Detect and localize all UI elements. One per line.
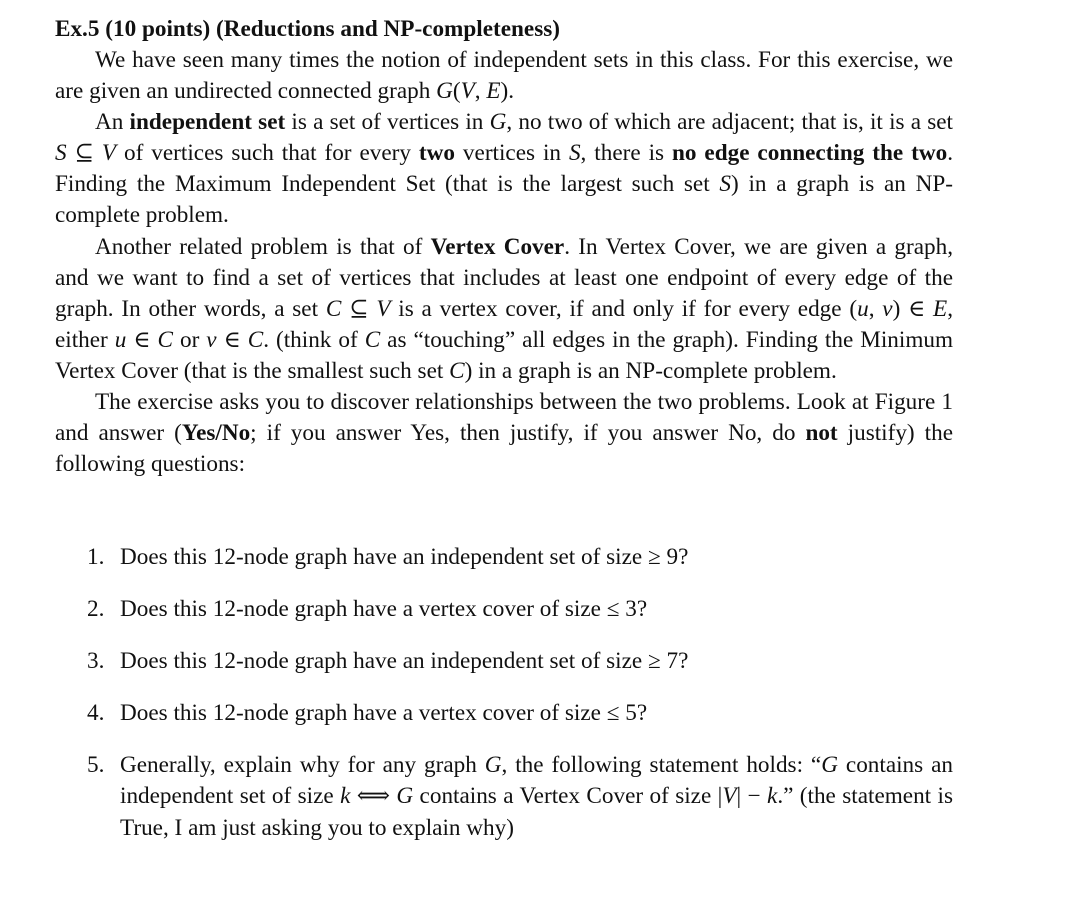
question-text: Does this 12-node graph have an independent set of size ≥ 9? (120, 544, 689, 570)
text-run: ∈ (216, 326, 248, 353)
text-run: .” (the statement is True, I am just asking you to explain why) (120, 783, 953, 841)
math-var: V (460, 78, 475, 105)
question-item (87, 594, 953, 625)
question-text (120, 752, 953, 840)
question-text: Does this 12-node graph have a vertex cover of size ≤ 3? (120, 596, 648, 623)
math-var: G (484, 752, 502, 779)
paragraph-instructions (55, 387, 953, 480)
math-var: C (449, 357, 465, 384)
math-var: V (722, 783, 737, 810)
text-run: | − (736, 783, 768, 810)
bold-term: Yes/No (181, 420, 251, 447)
text-run: ⊆ (341, 295, 377, 322)
math-var: C (157, 326, 173, 353)
text-run: or (173, 326, 207, 353)
question-number: 5. (87, 752, 105, 779)
math-var: S (719, 171, 731, 198)
math-var: G (489, 109, 507, 136)
text-run: . (think of (263, 326, 365, 353)
paragraph-vertex-cover (55, 232, 953, 387)
text-run: An (95, 109, 130, 136)
math-var: E (486, 78, 501, 105)
math-var: k (767, 783, 778, 810)
text-run: ) ∈ (892, 295, 934, 322)
exercise-heading: Ex.5 (10 points) (Reductions and NP-completeness) (55, 16, 560, 42)
text-run: vertices in (454, 140, 569, 167)
math-var: C (325, 295, 342, 322)
math-var: u (857, 295, 869, 322)
exercise-document (55, 14, 954, 841)
math-var: G (436, 78, 453, 105)
bold-term: independent set (129, 109, 286, 136)
text-run: , (474, 78, 487, 105)
math-var: E (933, 295, 948, 322)
text-run: as “touching” all edges in the graph). Finding the Minimum Vertex Cover (that is the smallest such set (55, 326, 954, 384)
text-run: of vertices such that for every (116, 140, 419, 167)
question-number: 3. (87, 648, 105, 675)
math-var: V (376, 295, 391, 322)
question-list (87, 542, 953, 865)
bold-term: Vertex Cover (430, 233, 565, 260)
math-var: S (568, 140, 581, 167)
math-var: C (247, 326, 264, 353)
math-var: V (101, 140, 117, 167)
text-run: ⊆ (66, 140, 102, 167)
bold-term: no edge connecting the two (671, 140, 948, 167)
text-run: ∈ (126, 326, 158, 353)
question-number: 2. (87, 596, 105, 623)
math-var: v (882, 295, 893, 322)
paragraph-intro (55, 45, 953, 107)
text-run: is a vertex cover, if and only if for every edge ( (390, 295, 858, 322)
text-run: , there is (580, 140, 672, 167)
text-run: contains an independent set of size (120, 752, 953, 810)
text-run: The exercise asks you to discover relationships between the two problems. Look at Figure 1 and answer ( (55, 389, 953, 447)
text-run: ( (452, 78, 461, 105)
text-run: We have seen many times the notion of independent sets in this class. For this exercise, we are given an undirected connected graph (55, 47, 953, 105)
paragraph-independent-set (55, 107, 953, 231)
bold-term: two (418, 140, 455, 167)
question-item (87, 750, 953, 843)
text-run: , no two of which are adjacent; that is, it is a set (506, 109, 953, 136)
text-run: ) in a graph is an NP-complete problem. (464, 357, 837, 384)
question-item (87, 646, 953, 677)
math-var: v (206, 326, 217, 353)
math-var: G (821, 752, 838, 779)
math-var: C (364, 326, 381, 353)
text-run: Generally, explain why for any graph (120, 752, 485, 779)
math-var: u (114, 326, 127, 353)
text-run: ; if you answer Yes, then justify, if you answer No, do (250, 420, 806, 447)
math-var: S (55, 140, 67, 167)
question-text: Does this 12-node graph have a vertex cover of size ≤ 5? (120, 700, 648, 727)
text-run: . Finding the Maximum Independent Set (that is the largest such set (55, 140, 954, 198)
text-run: justify) the following questions: (55, 420, 953, 478)
question-text: Does this 12-node graph have an independent set of size ≥ 7? (120, 648, 689, 675)
question-item (87, 542, 953, 573)
text-run: is a set of vertices in (285, 109, 490, 136)
text-run: , either (55, 295, 954, 353)
text-run: Another related problem is that of (95, 233, 431, 260)
text-run: . In Vertex Cover, we are given a graph, and we want to find a set of vertices that includes at least one endpoint of every edge of the graph. In other words, a set (55, 233, 953, 322)
text-run: contains a Vertex Cover of size | (413, 783, 723, 810)
bold-term: not (805, 420, 838, 447)
math-var: k (340, 783, 351, 810)
text-run: , the following statement holds: “ (501, 752, 822, 779)
question-number: 1. (87, 544, 105, 570)
text-run: ) in a graph is an NP-complete problem. (55, 171, 953, 229)
question-number: 4. (87, 700, 105, 727)
text-run: ⟺ (350, 783, 397, 810)
math-var: G (396, 783, 414, 810)
text-run: ). (500, 78, 515, 105)
question-item (87, 698, 953, 729)
text-run: , (868, 295, 883, 322)
